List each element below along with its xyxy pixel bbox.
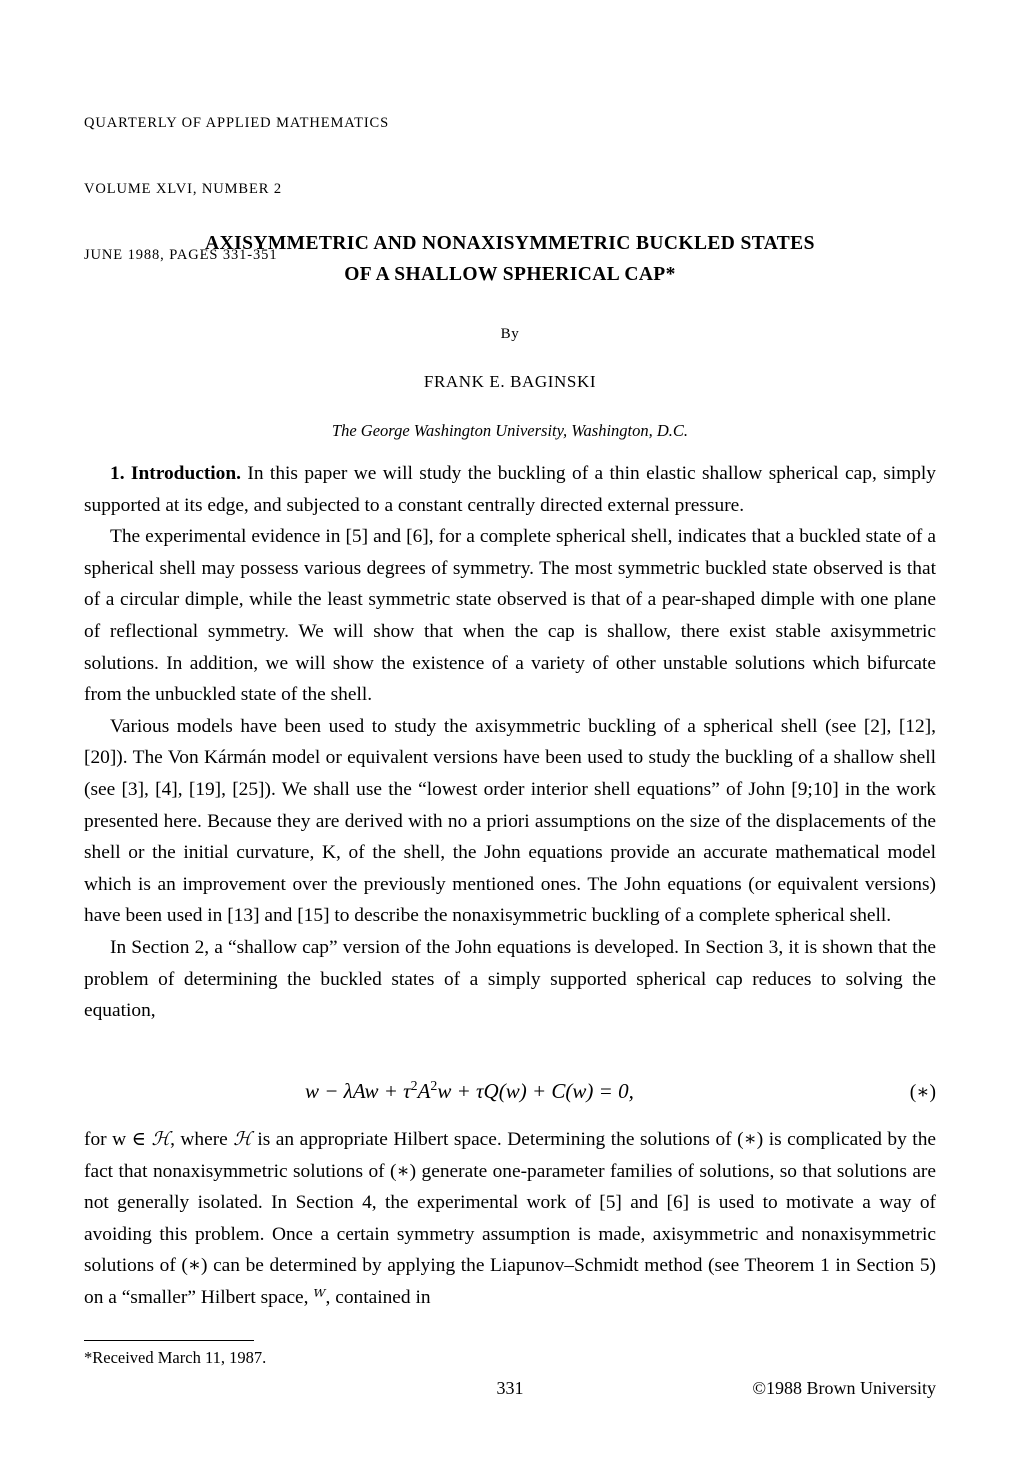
paragraph-5-part-a: for w ∈ <box>84 1129 152 1150</box>
equation-equals-zero: = 0, <box>593 1079 634 1103</box>
by-label-text: By <box>500 326 520 342</box>
author-affiliation: The George Washington University, Washington, D.C. <box>331 421 689 440</box>
equation-a-term: A <box>417 1079 431 1103</box>
title-line-2: OF A SHALLOW SPHERICAL CAP* <box>344 264 676 285</box>
paragraph-5-part-b: , where <box>170 1129 234 1150</box>
paragraph-5-part-d: , contained in <box>325 1286 431 1308</box>
script-h-1: ℋ <box>151 1129 171 1150</box>
equation-w: w <box>305 1079 320 1103</box>
display-equation <box>305 1078 634 1104</box>
body-text-upper <box>84 458 936 1027</box>
copyright-notice: ©1988 Brown University <box>752 1378 936 1398</box>
display-equation-row <box>84 1074 936 1120</box>
script-h-2: ℋ <box>233 1129 252 1150</box>
paragraph-2: The experimental evidence in [5] and [6], for a complete spherical shell, indicates that a buckled state of a spherical shell may possess various degrees of symmetry. The most symmetric buckled state observed is that of a circular dimple, while the least symmetric state observed is that of a pear-shaped dimple with one plane of reflectional symmetry. We will show that when the cap is shallow, there exist stable axisymmetric solutions. In addition, we will show the existence of a variety of other unstable solutions which bifurcate from the unbuckled state of the shell. <box>84 526 936 706</box>
paragraph-5 <box>84 1124 936 1314</box>
equation-w2: w <box>437 1079 452 1103</box>
equation-lambda-term: − λAw <box>319 1079 379 1103</box>
journal-name: QUARTERLY OF APPLIED MATHEMATICS <box>84 115 390 131</box>
paragraph-1-text: In this paper we will study the buckling of a thin elastic shallow spherical cap, simply supported at its edge, and subjected to a constant centrally directed external pressure. <box>84 463 936 516</box>
journal-issue-pages: JUNE 1988, PAGES 331-351 <box>84 247 278 263</box>
footnote-separator-rule <box>84 1340 254 1341</box>
equation-tau-exponent: 2 <box>410 1078 418 1093</box>
equation-a-exponent: 2 <box>430 1078 438 1093</box>
equation-tag: (∗) <box>909 1082 936 1103</box>
paragraph-3: Various models have been used to study the axisymmetric buckling of a spherical shell (see [2], [12], [20]). The Von Kármán model or equivalent versions have been used to study the buckling of a shallow shell (see [3], [4], [19], [25]). We shall use the “lowest order interior shell equations” of John [9;10] in the work presented here. Because they are derived with no a priori assumptions on the size of the displacements of the shell or the initial curvature, K, of the shell, the John equations provide an accurate mathematical model which is an improvement over the previously mentioned ones. The John equations (or equivalent versions) have been used in [13] and [15] to describe the nonaxisymmetric buckling of a complete spherical shell. <box>84 715 936 927</box>
equation-tauQ-term: + τQ(w) <box>451 1079 527 1103</box>
section-heading: 1. Introduction. <box>110 463 242 484</box>
script-w: ᵂ <box>313 1286 326 1308</box>
title-line-1: AXISYMMETRIC AND NONAXISYMMETRIC BUCKLED STATES <box>205 233 815 254</box>
equation-C-term: + C(w) <box>526 1079 594 1103</box>
paragraph-4: In Section 2, a “shallow cap” version of the John equations is developed. In Section 3, it is shown that the problem of determining the buckled states of a simply supported spherical cap reduces to solving the equation, <box>84 936 936 1022</box>
equation-tau-term: + τ <box>378 1079 411 1103</box>
body-text-lower <box>84 1124 936 1314</box>
page-title <box>84 228 936 290</box>
author-name: FRANK E. BAGINSKI <box>423 372 597 391</box>
paragraph-introduction <box>84 458 936 521</box>
by-label <box>84 326 936 343</box>
journal-volume: VOLUME XLVI, NUMBER 2 <box>84 181 283 197</box>
footnote-received-date: *Received March 11, 1987. <box>84 1348 267 1367</box>
page-number: 331 <box>496 1378 524 1398</box>
paragraph-5-part-c: is an appropriate Hilbert space. Determining the solutions of (∗) is complicated by the fact that nonaxisymmetric solutions of (∗) generate one-parameter families of solutions, so that solutions are not generally isolated. In Section 4, the experimental work of [5] and [6] is used to motivate a way of avoiding this problem. Once a certain symmetry assumption is made, axisymmetric and nonaxisymmetric solutions of (∗) can be determined by applying the Liapunov–Schmidt method (see Theorem 1 in Section 5) on a “smaller” Hilbert space, <box>84 1129 936 1308</box>
